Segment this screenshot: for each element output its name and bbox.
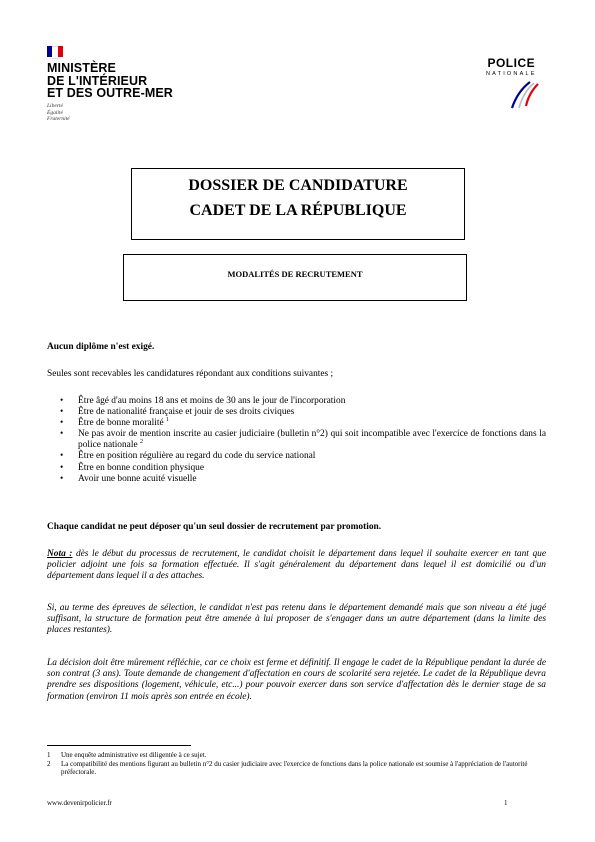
page-number: 1 <box>504 799 508 807</box>
condition-nationality: Être de nationalité française et jouir de ses droits civiques <box>78 407 295 418</box>
condition-morality: Être de bonne moralité <box>78 418 164 429</box>
list-item: • Avoir une bonne acuité visuelle <box>60 473 197 484</box>
police-tricolor-stripes-icon <box>506 80 540 110</box>
ministry-line-3: ET DES OUTRE-MER <box>47 86 173 100</box>
list-item: • Être en position régulière au regard du code du service national <box>60 451 316 462</box>
motto-liberte: Liberté <box>47 103 63 109</box>
list-item: • Être de nationalité française et jouir de ses droits civiques <box>60 407 295 418</box>
republic-flag-logo <box>47 46 63 57</box>
list-item: • Ne pas avoir de mention inscrite au casier judiciaire (bulletin n°2) qui soit incompatible avec l'exercice de fonctions dans la police nationale $^2$ <box>60 429 546 451</box>
footnote-item <box>47 760 546 777</box>
footnote-number: 1 <box>47 751 51 759</box>
footnote-number: 2 <box>47 759 51 768</box>
list-item: • Être âgé d'au moins 18 ans et moins de 30 ans le jour de l'incorporation <box>60 396 346 406</box>
condition-criminal-record: Ne pas avoir de mention inscrite au casier judiciaire (bulletin n°2) qui soit incompatible avec l'exercice de fonctions dans la police nationale <box>78 429 546 451</box>
nota-label: Nota : <box>47 549 73 559</box>
condition-age: Être âgé d'au moins 18 ans et moins de 30 ans le jour de l'incorporation <box>78 396 346 406</box>
footnote-text: Une enquête administrative est diligentée à ce sujet. <box>61 751 207 759</box>
list-item: • Être en bonne condition physique <box>60 462 205 473</box>
footnotes <box>47 751 546 777</box>
nota-paragraph <box>47 549 546 583</box>
section-title: MODALITÉS DE RECRUTEMENT <box>227 269 363 279</box>
section-title-box <box>123 254 467 301</box>
ministry-name <box>47 62 173 100</box>
footnote-text: La compatibilité des mentions figurant au bulletin n°2 du casier judiciaire avec l'exercice de fonctions dans la police nationale est soumise à l'appréciation de l'autorité préfectorale. <box>61 759 528 777</box>
footnote-item <box>47 751 546 760</box>
condition-eyesight: Avoir une bonne acuité visuelle <box>78 473 197 484</box>
no-diploma-statement: Aucun diplôme n'est exigé. <box>47 342 155 352</box>
list-item: • Être de bonne moralité $^1$ <box>60 417 169 429</box>
police-logo-subtitle: NATIONALE <box>486 71 537 77</box>
footnote-divider <box>47 745 191 746</box>
ministry-line-2: DE L'INTÉRIEUR <box>47 73 148 88</box>
motto-egalite: Égalité <box>47 109 63 116</box>
condition-national-service: Être en position régulière au regard du code du service national <box>78 451 316 462</box>
single-file-note: Chaque candidat ne peut déposer qu'un seul dossier de recrutement par promotion. <box>47 522 382 532</box>
conditions-intro: Seules sont recevables les candidatures répondant aux conditions suivantes ; <box>47 369 334 379</box>
nota-text: dès le début du processus de recrutement, le candidat choisit le département dans lequel il souhaite exercer en tant que policier adjoint une fois sa formation effectuée. Il s'agit généralement du département dans lequel il est domicilié ou d'un département dans lequel il a des attaches. <box>47 549 546 582</box>
condition-physical: Être en bonne condition physique <box>78 462 205 473</box>
police-logo-title: POLICE <box>487 56 536 70</box>
decision-paragraph: La décision doit être mûrement réfléchie, car ce choix est ferme et définitif. Il engage le cadet de la République pendant la durée de son contrat (3 ans). Toute demande de changement d'affectation en cours de scolarité sera rejetée. Le cadet de la République devra prendre ses dispositions (logement, véhicule, etc...) pour pouvoir exercer dans son service d'affectation dès le dernier stage de sa formation (environ 11 mois après son entrée en école). <box>47 658 546 702</box>
document-title-line-2: CADET DE LA RÉPUBLIQUE <box>189 202 407 219</box>
footer-website-link[interactable]: www.devenirpolicier.fr <box>47 799 112 807</box>
selection-paragraph: Si, au terme des épreuves de sélection, le candidat n'est pas retenu dans le département demandé mais que son niveau a été jugé suffisant, la structure de formation peut être amenée à lui proposer de s'engager dans un autre département (dans la limite des places restantes). <box>47 603 546 636</box>
document-title-box <box>131 168 465 240</box>
police-nationale-logo <box>486 57 537 78</box>
footnote-ref-2: 2 <box>139 439 143 446</box>
ministry-line-1: MINISTÈRE <box>47 61 116 75</box>
document-title-line-1: DOSSIER DE CANDIDATURE <box>188 177 408 194</box>
footnote-ref-1: 1 <box>166 417 169 424</box>
motto-fraternite: Fraternité <box>47 116 70 123</box>
republic-motto <box>47 103 70 123</box>
conditions-list <box>60 396 546 485</box>
